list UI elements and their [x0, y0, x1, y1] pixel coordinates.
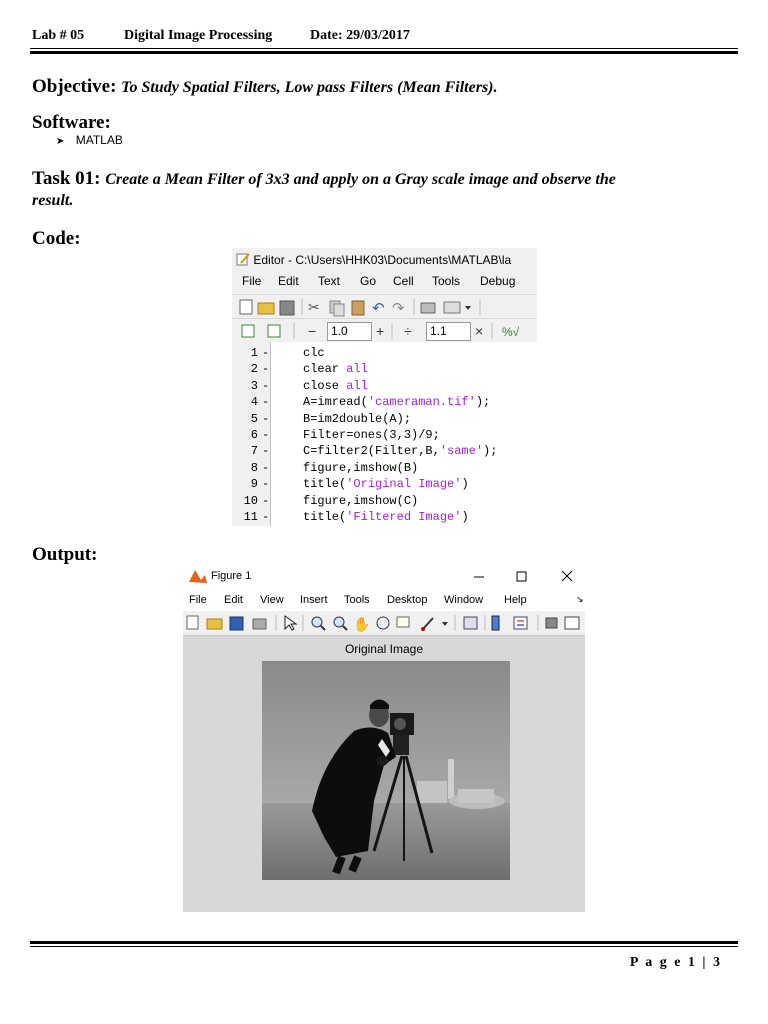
- select-arrow-icon[interactable]: [285, 616, 296, 630]
- brush-dropdown-icon[interactable]: [442, 622, 448, 626]
- code-keyword: 'Original Image': [346, 477, 462, 492]
- editor-menu-cell[interactable]: Cell: [393, 274, 414, 288]
- code-keyword: all: [346, 362, 368, 377]
- line-number-gutter: [232, 342, 271, 526]
- show-plot-tools-icon[interactable]: [565, 617, 579, 629]
- editor-menu-debug[interactable]: Debug: [480, 274, 516, 288]
- footer-rule-thick: [30, 941, 738, 944]
- task-line: [32, 168, 616, 190]
- minus-icon[interactable]: [308, 323, 316, 339]
- matlab-logo-icon: [189, 570, 207, 583]
- menu-overflow-icon[interactable]: ↘: [576, 594, 584, 604]
- print-icon[interactable]: [421, 303, 435, 313]
- line-number: 7: [250, 444, 258, 459]
- code-line[interactable]: [303, 379, 368, 393]
- code-line[interactable]: [303, 444, 497, 458]
- figure-menu-edit[interactable]: Edit: [224, 594, 243, 606]
- code-text: A=imread(: [303, 395, 368, 410]
- open-folder-icon[interactable]: [258, 303, 274, 314]
- code-tail: );: [483, 444, 498, 459]
- code-text: title(: [303, 510, 347, 524]
- editor-title: Editor - C:\Users\HHK03\Documents\MATLAB\la: [253, 253, 512, 267]
- insert-cell-icon[interactable]: [242, 325, 254, 337]
- figure-menubar: [183, 591, 585, 611]
- editor-menu-file[interactable]: File: [242, 274, 262, 288]
- code-tail: ): [461, 510, 469, 524]
- svg-text:✂: ✂: [308, 299, 320, 315]
- code-keyword: all: [346, 378, 368, 393]
- breakpoint-marker[interactable]: -: [262, 444, 270, 459]
- lab-number: Lab # 05: [32, 28, 85, 43]
- code-line[interactable]: [303, 412, 411, 426]
- task-text-line2: result.: [32, 192, 74, 209]
- editor-menu-edit[interactable]: Edit: [278, 274, 299, 288]
- code-text: close: [303, 378, 347, 393]
- code-text: C=filter2(Filter,B,: [303, 444, 440, 459]
- undo-icon[interactable]: [372, 300, 385, 317]
- colorbar-icon[interactable]: [492, 616, 499, 630]
- editor-menu-text[interactable]: Text: [318, 274, 341, 288]
- editor-menubar: [232, 274, 537, 292]
- cell-eval-icon[interactable]: [502, 325, 520, 339]
- editor-titlebar: [236, 252, 511, 267]
- svg-text:−: −: [308, 323, 317, 339]
- matlab-editor-screenshot: [232, 248, 537, 526]
- print-figure-icon[interactable]: [253, 619, 266, 629]
- lab-date: Date: 29/03/2017: [310, 28, 410, 43]
- editor-menu-tools[interactable]: Tools: [432, 274, 461, 288]
- breakpoint-marker[interactable]: -: [262, 493, 270, 508]
- code-text: Filter=ones(3,3)/9;: [303, 428, 440, 442]
- code-line[interactable]: [303, 346, 325, 360]
- figure-menu-insert[interactable]: Insert: [300, 594, 328, 606]
- line-number: 11: [243, 510, 258, 524]
- svg-text:%√: %√: [502, 325, 520, 339]
- figure-menu-file[interactable]: File: [189, 594, 207, 606]
- axes-title: Original Image: [344, 642, 424, 656]
- multiply-icon[interactable]: [475, 323, 483, 339]
- code-tail: ): [461, 477, 469, 492]
- code-line[interactable]: [303, 428, 440, 442]
- breakpoint-marker[interactable]: -: [262, 428, 270, 442]
- editor-menu-go[interactable]: Go: [360, 274, 377, 288]
- objective-line: [32, 76, 498, 98]
- close-icon[interactable]: [562, 571, 572, 581]
- svg-text:✋: ✋: [353, 616, 371, 632]
- code-keyword: 'cameraman.tif': [367, 395, 476, 410]
- page-number: P a g e 1 | 3: [629, 955, 722, 970]
- code-text: figure,imshow(C): [303, 493, 419, 508]
- editor-cell-toolbar: [232, 318, 537, 343]
- rotate-3d-icon[interactable]: [377, 617, 389, 629]
- new-file-icon[interactable]: [240, 300, 252, 314]
- copy-icon[interactable]: [330, 301, 344, 316]
- code-line[interactable]: [303, 494, 418, 508]
- line-number: 2: [250, 362, 258, 377]
- save-figure-icon[interactable]: [230, 617, 243, 630]
- code-keyword: 'same': [439, 444, 484, 459]
- footer-rule-thin: [30, 946, 738, 947]
- brush-icon[interactable]: [421, 618, 433, 631]
- figure-menu-help[interactable]: Help: [504, 594, 527, 606]
- line-number: 3: [250, 378, 258, 393]
- new-figure-icon[interactable]: [187, 616, 198, 629]
- open-file-icon[interactable]: [207, 619, 222, 629]
- line-number: 6: [250, 428, 258, 442]
- code-line[interactable]: [303, 395, 490, 409]
- figure-menu-window[interactable]: Window: [444, 594, 484, 606]
- header-rule-thin: [30, 48, 738, 49]
- cell-step-field-1[interactable]: 1.0: [327, 322, 372, 341]
- code-text: clc: [303, 346, 325, 360]
- code-text: title(: [303, 477, 347, 492]
- svg-text:÷: ÷: [404, 323, 412, 339]
- breakpoint-marker[interactable]: -: [262, 477, 270, 492]
- code-line[interactable]: [303, 477, 469, 491]
- legend-icon[interactable]: [514, 617, 527, 629]
- line-number: 10: [243, 493, 258, 508]
- cell-break-icon[interactable]: [268, 325, 280, 337]
- hide-plot-tools-icon[interactable]: [546, 618, 557, 628]
- cameraman-image: [262, 661, 510, 880]
- svg-text:↷: ↷: [392, 300, 405, 317]
- divide-icon[interactable]: [404, 323, 412, 339]
- task-text-line1: Create a Mean Filter of 3x3 and apply on a Gray scale image and observe the: [105, 171, 616, 188]
- course-title: Digital Image Processing: [124, 28, 273, 43]
- code-label: Code:: [32, 228, 81, 249]
- pan-hand-icon[interactable]: [353, 616, 370, 632]
- code-line[interactable]: [303, 362, 368, 376]
- line-number: 4: [250, 395, 258, 410]
- code-keyword: 'Filtered Image': [346, 510, 462, 524]
- software-label: Software:: [32, 112, 111, 133]
- zoom-out-icon[interactable]: [334, 617, 347, 630]
- svg-text:×: ×: [475, 323, 484, 339]
- figure-menu-desktop[interactable]: Desktop: [387, 594, 428, 606]
- arrow-bullet-icon: ➤: [56, 136, 65, 147]
- cell-step-field-2[interactable]: 1.1: [426, 322, 471, 341]
- objective-text: To Study Spatial Filters, Low pass Filters (Mean Filters).: [121, 79, 498, 96]
- zoom-in-icon[interactable]: [312, 617, 325, 630]
- link-plot-icon[interactable]: [464, 617, 477, 629]
- breakpoint-marker[interactable]: -: [262, 346, 270, 360]
- svg-text:↶: ↶: [372, 300, 385, 317]
- redo-icon[interactable]: [392, 300, 405, 317]
- figure-menu-tools[interactable]: Tools: [344, 594, 370, 606]
- code-text: clear: [303, 362, 347, 377]
- breakpoint-marker[interactable]: -: [262, 460, 270, 475]
- software-item-matlab: MATLAB: [75, 133, 123, 147]
- edit-pencil-icon: [236, 252, 250, 266]
- data-cursor-icon[interactable]: [397, 617, 409, 627]
- breakpoint-marker[interactable]: -: [262, 411, 270, 426]
- editor-toolbar: [232, 294, 537, 319]
- header-rule-thick: [30, 51, 738, 54]
- figure-titlebar: [183, 563, 585, 591]
- breakpoint-marker[interactable]: -: [262, 378, 270, 393]
- figure-menu-view[interactable]: View: [260, 594, 284, 606]
- code-line[interactable]: [303, 461, 418, 475]
- breakpoint-marker[interactable]: -: [262, 362, 270, 377]
- find-icon[interactable]: [444, 302, 460, 313]
- save-icon[interactable]: [280, 301, 294, 315]
- breakpoint-marker[interactable]: -: [262, 395, 270, 410]
- objective-label: Objective:: [32, 76, 117, 97]
- line-number: 5: [250, 411, 258, 426]
- chevron-down-icon[interactable]: [465, 306, 471, 310]
- cut-icon[interactable]: [308, 299, 320, 315]
- line-number: 1: [250, 346, 258, 360]
- code-tail: );: [475, 395, 491, 410]
- code-text: figure,imshow(B): [303, 460, 419, 475]
- breakpoint-marker[interactable]: -: [262, 510, 270, 524]
- svg-text:+: +: [376, 323, 385, 339]
- code-text: B=im2double(A);: [303, 411, 412, 426]
- task-label: Task 01:: [32, 168, 101, 189]
- figure-title: Figure 1: [211, 570, 252, 582]
- paste-icon[interactable]: [352, 301, 364, 315]
- maximize-icon[interactable]: [517, 572, 526, 581]
- matlab-figure-window: [183, 563, 585, 912]
- line-number: 9: [250, 477, 258, 492]
- figure-toolbar: [183, 611, 585, 636]
- line-number: 8: [250, 460, 258, 475]
- code-area[interactable]: [232, 342, 537, 526]
- plus-icon[interactable]: [376, 323, 384, 339]
- output-label: Output:: [32, 544, 98, 565]
- code-line[interactable]: [303, 510, 469, 524]
- software-list-item: [56, 133, 123, 147]
